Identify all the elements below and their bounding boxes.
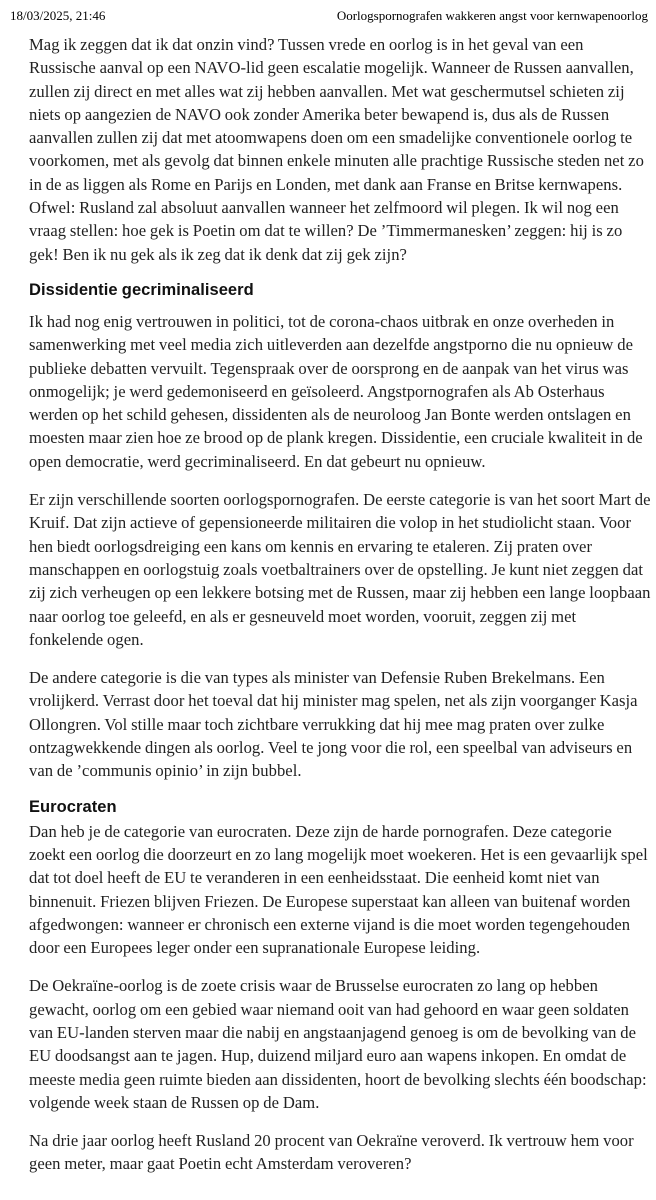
article-paragraph: De andere categorie is die van types als minister van Defensie Ruben Brekelmans. Een vrolijkerd. Verrast door het toeval dat hij minister mag spelen, net als zijn voorganger Kasja Ollongren. Vol stille maar toch zichtbare verrukking dat hij mee mag praten over zulke ontzagwekkende dingen als oorlog. Veel te jong voor die rol, een speelbal van adviseurs en van de ’communis opinio’ in zijn bubbel. <box>29 668 638 781</box>
article-paragraph: Er zijn verschillende soorten oorlogspornografen. De eerste categorie is van het soort Mart de Kruif. Dat zijn actieve of gepensioneerde militairen die volop in het studiolicht staan. Voor hen biedt oorlogsdreiging een kans om kennis en ervaring te etaleren. Zij praten over manschappen en oorlogstuig zoals voetbaltrainers over de opstelling. Je kunt niet zeggen dat zij zich verheugen op een lekkere botsing met de Russen, maar zij hebben een lange loopbaan naar oorlog toe geleefd, en als er gesneuveld moet worden, vooruit, zeggen zij met fonkelende ogen. <box>29 490 651 649</box>
page-title: Oorlogspornografen wakkeren angst voor kernwapenoorlog <box>336 8 648 23</box>
section-heading-eurocraten: Eurocraten <box>29 797 117 816</box>
article-body <box>29 33 651 1176</box>
section-heading-dissidentie: Dissidentie gecriminaliseerd <box>29 280 254 299</box>
article-paragraph: Ik had nog enig vertrouwen in politici, tot de corona-chaos uitbrak en onze overheden in samenwerking met veel media zich uitleverden aan dezelfde angstporno die nu opnieuw de publieke debatten vervuilt. Tegenspraak over de oorsprong en de aanpak van het virus was onmogelijk; je werd gedemoniseerd en geïsoleerd. Angstpornografen als Ab Osterhaus werden op het schild gehesen, dissidenten als de neuroloog Jan Bonte werden ontslagen en moesten maar zien hoe ze brood op de plank kregen. Dissidentie, een cruciale kwaliteit in de open democratie, werd gecriminaliseerd. En dat gebeurt nu opnieuw. <box>29 311 643 471</box>
article-paragraph: Mag ik zeggen dat ik dat onzin vind? Tussen vrede en oorlog is in het geval van een Russische aanval op een NAVO-lid geen escalatie mogelijk. Wanneer de Russen aanvallen, zullen zij direct en met alles wat zij hebben aanvallen. Met wat geschermutsel schieten zij niets op aangezien de NAVO ook zonder Amerika beter bewapend is, dus als de Russen aanvallen zullen zij dat met atoomwapens doen om een smadelijke conventionele oorlog te voorkomen, met als gevolg dat binnen enkele minuten alle prachtige Russische steden net zo in de as liggen als Rome en Parijs en Londen, met dank aan Franse en Britse kernwapens. Ofwel: Rusland zal absoluut aanvallen wanneer het zelfmoord wil plegen. Ik wil nog een vraag stellen: hoe gek is Poetin om dat te willen? De ’Timmermanesken’ zeggen: hij is zo gek! Ben ik nu gek als ik zeg dat ik denk dat zij gek zijn? <box>29 35 644 264</box>
print-header <box>0 0 656 26</box>
article-paragraph: Na drie jaar oorlog heeft Rusland 20 procent van Oekraïne veroverd. Ik vertrouw hem voor geen meter, maar gaat Poetin echt Amsterdam veroveren? <box>29 1131 634 1174</box>
article-paragraph: De Oekraïne-oorlog is de zoete crisis waar de Brusselse eurocraten zo lang op hebben gewacht, oorlog om een gebied waar niemand ooit van had gehoord en waar geen soldaten van EU-landen sterven maar die nabij en angstaanjagend genoeg is om de bevolking van de EU doodsangst aan te jagen. Hup, duizend miljard euro aan wapens inkopen. En omdat de meeste media geen ruimte bieden aan dissidenten, hoort de bevolking slechts één boodschap: volgende week staan de Russen op de Dam. <box>29 976 647 1112</box>
article-paragraph: Dan heb je de categorie van eurocraten. Deze zijn de harde pornografen. Deze categorie zoekt een oorlog die doorzeurt en zo lang mogelijk moet woekeren. Het is een gevaarlijk spel dat tot doel heeft de EU te veranderen in een eenheidsstaat. Die eenheid komt niet van binnenuit. Friezen blijven Friezen. De Europese superstaat kan alleen van buitenaf worden afgedwongen: wanneer er chronisch een externe vijand is die moet worden tegengehouden door een Europees leger onder een supranationale Europese leiding. <box>29 821 648 958</box>
print-date: 18/03/2025, 21:46 <box>10 8 106 23</box>
